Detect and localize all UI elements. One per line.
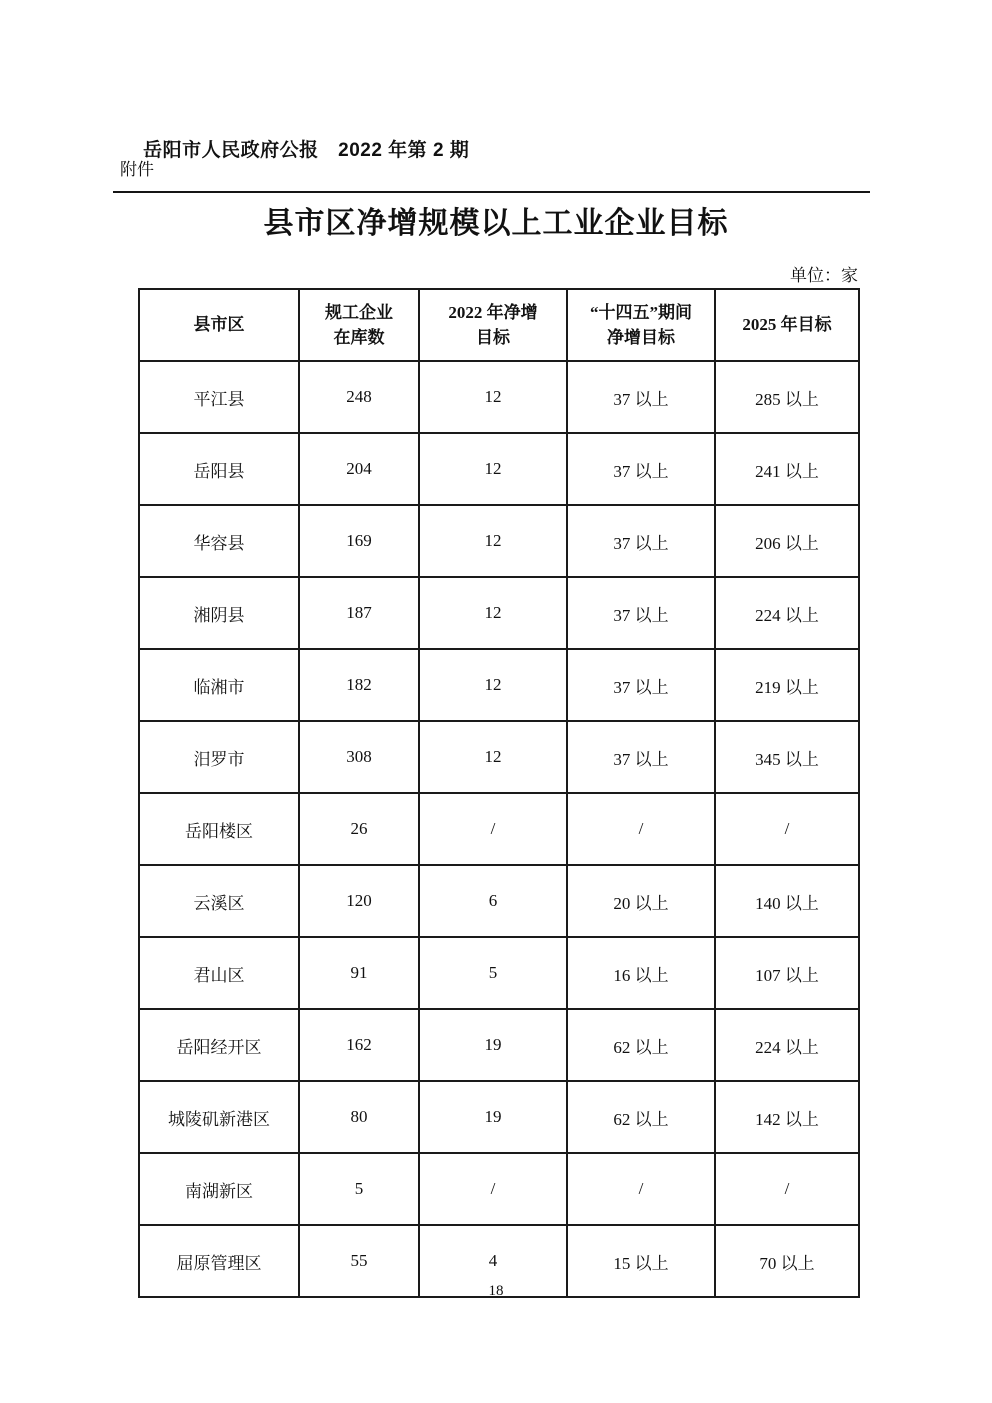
table-row — [139, 433, 859, 505]
region-cell: 平江县 — [139, 361, 299, 433]
table-row — [139, 361, 859, 433]
region-cell: 岳阳经开区 — [139, 1009, 299, 1081]
value-cell: 5 — [299, 1153, 419, 1225]
value-cell: 120 — [299, 865, 419, 937]
value-cell: 6 — [419, 865, 567, 937]
page-number: 18 — [488, 1283, 504, 1299]
value-cell: 12 — [419, 505, 567, 577]
value-cell: 241 以上 — [715, 433, 859, 505]
value-cell: 12 — [419, 721, 567, 793]
value-cell: 70 以上 — [715, 1225, 859, 1297]
table-header-row — [139, 289, 859, 361]
value-cell: 285 以上 — [715, 361, 859, 433]
value-cell: 5 — [419, 937, 567, 1009]
table-row — [139, 1009, 859, 1081]
value-cell: 12 — [419, 577, 567, 649]
unit-note: 单位：家 — [790, 266, 858, 285]
column-header-line: 县市区 — [193, 315, 245, 335]
column-header-line: 在库数 — [333, 328, 385, 347]
table-row — [139, 793, 859, 865]
table-row — [139, 721, 859, 793]
targets-table — [138, 288, 860, 1298]
attachment-label: 附件 — [120, 160, 154, 179]
value-cell: 182 — [299, 649, 419, 721]
column-header-line: 目标 — [476, 328, 510, 347]
region-cell: 君山区 — [139, 937, 299, 1009]
value-cell: 308 — [299, 721, 419, 793]
value-cell: 248 — [299, 361, 419, 433]
column-header — [567, 289, 715, 361]
value-cell: 55 — [299, 1225, 419, 1297]
value-cell: / — [715, 1153, 859, 1225]
value-cell: 19 — [419, 1081, 567, 1153]
value-cell: 91 — [299, 937, 419, 1009]
column-header — [715, 289, 859, 361]
value-cell: 19 — [419, 1009, 567, 1081]
value-cell: 37 以上 — [567, 505, 715, 577]
table-row — [139, 505, 859, 577]
value-cell: / — [567, 793, 715, 865]
value-cell: 224 以上 — [715, 1009, 859, 1081]
value-cell: 162 — [299, 1009, 419, 1081]
value-cell: 219 以上 — [715, 649, 859, 721]
value-cell: 187 — [299, 577, 419, 649]
value-cell: 169 — [299, 505, 419, 577]
region-cell: 南湖新区 — [139, 1153, 299, 1225]
value-cell: 37 以上 — [567, 721, 715, 793]
value-cell: 345 以上 — [715, 721, 859, 793]
table-row — [139, 1153, 859, 1225]
table-row — [139, 1081, 859, 1153]
region-cell: 汨罗市 — [139, 721, 299, 793]
column-header-line: “十四五”期间 — [590, 302, 692, 322]
region-cell: 临湘市 — [139, 649, 299, 721]
value-cell: / — [419, 1153, 567, 1225]
value-cell: 37 以上 — [567, 649, 715, 721]
value-cell: 37 以上 — [567, 433, 715, 505]
value-cell: 16 以上 — [567, 937, 715, 1009]
region-cell: 湘阴县 — [139, 577, 299, 649]
table-row — [139, 649, 859, 721]
value-cell: 62 以上 — [567, 1081, 715, 1153]
value-cell: 140 以上 — [715, 865, 859, 937]
column-header — [299, 289, 419, 361]
table-row — [139, 865, 859, 937]
region-cell: 屈原管理区 — [139, 1225, 299, 1297]
value-cell: 20 以上 — [567, 865, 715, 937]
value-cell: 142 以上 — [715, 1081, 859, 1153]
value-cell: 4 — [419, 1225, 567, 1297]
value-cell: 62 以上 — [567, 1009, 715, 1081]
table-row — [139, 937, 859, 1009]
value-cell: 224 以上 — [715, 577, 859, 649]
column-header-line: 净增目标 — [607, 328, 675, 347]
column-header-line: 规工企业 — [325, 302, 393, 322]
column-header — [139, 289, 299, 361]
region-cell: 岳阳县 — [139, 433, 299, 505]
value-cell: 37 以上 — [567, 361, 715, 433]
gazette-title-text: 岳阳市人民政府公报 2022 年第 2 期 — [143, 140, 470, 161]
column-header — [419, 289, 567, 361]
value-cell: 80 — [299, 1081, 419, 1153]
value-cell: / — [715, 793, 859, 865]
column-header-line: 2025 年目标 — [742, 315, 832, 335]
table-row — [139, 577, 859, 649]
value-cell: / — [567, 1153, 715, 1225]
value-cell: 37 以上 — [567, 577, 715, 649]
value-cell: 26 — [299, 793, 419, 865]
region-cell: 云溪区 — [139, 865, 299, 937]
value-cell: 206 以上 — [715, 505, 859, 577]
value-cell: 12 — [419, 649, 567, 721]
region-cell: 华容县 — [139, 505, 299, 577]
value-cell: 12 — [419, 433, 567, 505]
gazette-header — [113, 113, 870, 193]
value-cell: 15 以上 — [567, 1225, 715, 1297]
value-cell: 12 — [419, 361, 567, 433]
region-cell: 岳阳楼区 — [139, 793, 299, 865]
page-title: 县市区净增规模以上工业企业目标 — [263, 207, 729, 240]
value-cell: 107 以上 — [715, 937, 859, 1009]
value-cell: 204 — [299, 433, 419, 505]
value-cell: / — [419, 793, 567, 865]
region-cell: 城陵矶新港区 — [139, 1081, 299, 1153]
column-header-line: 2022 年净增 — [448, 302, 538, 322]
